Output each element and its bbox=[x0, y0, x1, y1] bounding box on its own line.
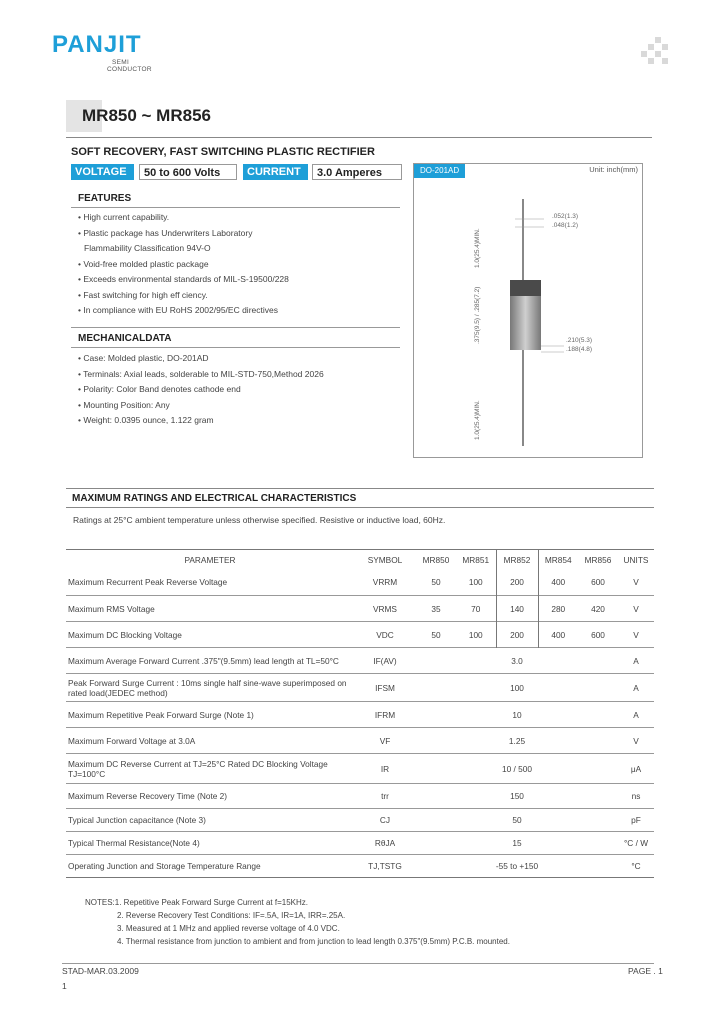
symbol-cell: VRMS bbox=[373, 603, 397, 614]
header-units: UNITS bbox=[623, 554, 649, 565]
value-cell-common: 50 bbox=[512, 815, 522, 825]
symbol-cell: IR bbox=[380, 763, 390, 774]
dim-lead-dia-min: .048(1.2) bbox=[552, 222, 579, 229]
symbol-cell: VF bbox=[379, 735, 391, 746]
value-cell: 600 bbox=[591, 577, 605, 588]
list-item: Flammability Classification 94V-O bbox=[84, 243, 211, 253]
unit-cell: A bbox=[633, 682, 639, 693]
value-cell: 50 bbox=[431, 629, 441, 640]
divider bbox=[62, 963, 654, 964]
brand-name-jit: JIT bbox=[103, 31, 142, 58]
value-cell: 100 bbox=[468, 629, 483, 640]
page-title: MR850 ~ MR856 bbox=[82, 106, 211, 125]
dim-lead-length-top: 1.0(25.4)MIN. bbox=[474, 228, 481, 268]
parameter-cell: Maximum Average Forward Current .375"(9.5mm) lead length at TL=50°C bbox=[68, 655, 339, 666]
unit-cell: V bbox=[633, 577, 639, 588]
table-row bbox=[66, 832, 654, 855]
divider bbox=[71, 207, 400, 208]
parameter-cell: Maximum DC Reverse Current at TJ=25°C Rated DC Blocking Voltage TJ=100°C bbox=[68, 758, 328, 779]
note-1: NOTES:1. Repetitive Peak Forward Surge Current at f=15KHz. bbox=[85, 898, 308, 907]
header-mr851: MR851 bbox=[462, 554, 490, 565]
parameter-cell: Maximum Forward Voltage at 3.0A bbox=[68, 735, 196, 746]
value-cell: 400 bbox=[551, 577, 566, 588]
divider bbox=[71, 327, 400, 328]
dim-body-dia-min: .188(4.8) bbox=[566, 346, 593, 353]
parameter-cell: Maximum Recurrent Peak Reverse Voltage bbox=[68, 577, 228, 588]
cathode-band bbox=[510, 280, 541, 296]
value-cell: 70 bbox=[471, 603, 481, 614]
list-item: • Void-free molded plastic package bbox=[78, 258, 209, 269]
symbol-cell: IFSM bbox=[375, 682, 395, 693]
parameter-cell: Maximum Repetitive Peak Forward Surge (Note 1) bbox=[68, 709, 254, 720]
header-parameter: PARAMETER bbox=[184, 554, 236, 565]
unit-cell: V bbox=[633, 735, 639, 746]
value-cell: 200 bbox=[496, 622, 538, 648]
unit-cell: °C / W bbox=[623, 838, 649, 848]
symbol-cell: VRRM bbox=[372, 577, 398, 588]
value-cell: 100 bbox=[468, 577, 483, 588]
value-cell-common: 1.25 bbox=[508, 735, 526, 746]
value-cell: 50 bbox=[431, 577, 441, 588]
header-mr856: MR856 bbox=[584, 554, 612, 565]
list-item: • Fast switching for high eff ciency. bbox=[78, 289, 208, 300]
header-mr854: MR854 bbox=[544, 554, 572, 565]
dim-lead-length-bottom: 1.0(25.4)MIN. bbox=[474, 400, 481, 440]
table-row bbox=[66, 754, 654, 784]
header-mr850: MR850 bbox=[422, 554, 450, 565]
list-item: • Weight: 0.0395 ounce, 1.122 gram bbox=[78, 415, 214, 425]
table-row bbox=[66, 674, 654, 702]
ratings-heading: MAXIMUM RATINGS AND ELECTRICAL CHARACTERISTICS bbox=[72, 493, 357, 504]
symbol-cell: trr bbox=[381, 791, 389, 801]
voltage-label: VOLTAGE bbox=[71, 164, 134, 180]
divider bbox=[66, 507, 654, 508]
list-item: • In compliance with EU RoHS 2002/95/EC directives bbox=[78, 305, 278, 315]
table-row bbox=[66, 784, 654, 809]
unit-cell: pF bbox=[631, 815, 641, 825]
mechanical-list bbox=[78, 351, 324, 429]
package-name: DO-201AD bbox=[414, 164, 465, 178]
symbol-cell: RθJA bbox=[374, 838, 396, 848]
divider bbox=[66, 488, 654, 489]
list-item: • Case: Molded plastic, DO-201AD bbox=[78, 353, 209, 363]
table-row bbox=[66, 702, 654, 728]
footer-doc-id: STAD-MAR.03.2009 bbox=[62, 966, 139, 976]
unit-cell: V bbox=[633, 603, 639, 614]
table-row bbox=[66, 622, 654, 648]
current-label: CURRENT bbox=[243, 164, 308, 180]
current-value: 3.0 Amperes bbox=[312, 164, 402, 180]
features-list bbox=[78, 210, 289, 319]
unit-cell: A bbox=[633, 655, 639, 666]
value-cell: 280 bbox=[551, 603, 566, 614]
list-item: • High current capability. bbox=[78, 212, 170, 222]
note-3: 3. Measured at 1 MHz and applied reverse voltage of 4.0 VDC. bbox=[117, 924, 340, 933]
table-row bbox=[66, 648, 654, 674]
voltage-value: 50 to 600 Volts bbox=[139, 164, 237, 180]
value-cell: 35 bbox=[431, 603, 441, 614]
value-cell: 400 bbox=[551, 629, 566, 640]
list-item: • Mounting Position: Any bbox=[78, 399, 170, 410]
unit-cell: °C bbox=[631, 861, 641, 871]
value-cell-common: -55 to +150 bbox=[495, 861, 539, 871]
symbol-cell: VDC bbox=[376, 629, 394, 640]
header-symbol: SYMBOL bbox=[367, 554, 403, 565]
divider bbox=[66, 137, 652, 138]
parameter-cell: Maximum DC Blocking Voltage bbox=[68, 629, 182, 640]
unit-cell: V bbox=[633, 629, 639, 640]
value-cell-common: 10 / 500 bbox=[502, 763, 532, 774]
value-cell-common: 15 bbox=[512, 838, 522, 848]
dim-body-length: .375(9.5) / .285(7.2) bbox=[474, 286, 481, 344]
parameter-cell: Typical Junction capacitance (Note 3) bbox=[68, 815, 206, 825]
mechanical-heading: MECHANICALDATA bbox=[78, 333, 172, 344]
value-cell-common: 100 bbox=[510, 682, 524, 693]
table-row bbox=[66, 809, 654, 832]
list-item: • Exceeds environmental standards of MIL-S-19500/228 bbox=[78, 274, 289, 284]
brand-logo bbox=[52, 31, 142, 59]
diode-drawing bbox=[414, 164, 642, 457]
value-cell-common: 10 bbox=[512, 709, 522, 720]
value-cell: 420 bbox=[591, 603, 605, 614]
note-2: 2. Reverse Recovery Test Conditions: IF=.5A, IR=1A, IRR=.25A. bbox=[117, 911, 346, 920]
parameter-cell: Maximum Reverse Recovery Time (Note 2) bbox=[68, 791, 228, 801]
symbol-cell: IF(AV) bbox=[373, 655, 397, 666]
package-outline-box bbox=[413, 163, 643, 458]
unit-cell: μA bbox=[630, 763, 642, 774]
brand-subtitle bbox=[107, 59, 152, 73]
value-cell: 200 bbox=[496, 570, 538, 596]
parameter-cell: Maximum RMS Voltage bbox=[68, 603, 155, 614]
value-cell-common: 150 bbox=[510, 791, 524, 801]
brand-sub-line2: CONDUCTOR bbox=[107, 66, 152, 73]
list-item: • Plastic package has Underwriters Laboratory bbox=[78, 227, 253, 238]
footer-page-number: 1 bbox=[62, 981, 67, 991]
ratings-condition: Ratings at 25°C ambient temperature unless otherwise specified. Resistive or inductive load, 60Hz. bbox=[73, 515, 446, 525]
parameter-cell: Peak Forward Surge Current : 10ms single half sine-wave superimposed on rated load(JEDEC method) bbox=[68, 677, 347, 698]
unit-cell: A bbox=[633, 709, 639, 720]
parameter-cell: Typical Thermal Resistance(Note 4) bbox=[68, 838, 200, 848]
table-row bbox=[66, 855, 654, 878]
product-subtitle: SOFT RECOVERY, FAST SWITCHING PLASTIC RECTIFIER bbox=[71, 146, 375, 158]
symbol-cell: CJ bbox=[379, 815, 391, 825]
table-row bbox=[66, 728, 654, 754]
symbol-cell: TJ,TSTG bbox=[368, 861, 402, 871]
value-cell: 140 bbox=[496, 596, 538, 622]
parameter-cell: Operating Junction and Storage Temperature Range bbox=[68, 861, 261, 871]
footer-page-label: PAGE . 1 bbox=[628, 966, 663, 976]
dim-body-dia-max: .210(5.3) bbox=[566, 337, 593, 344]
list-item: • Polarity: Color Band denotes cathode end bbox=[78, 384, 241, 394]
unit-cell: ns bbox=[631, 791, 641, 801]
package-unit: Unit: inch(mm) bbox=[589, 165, 638, 174]
header-mr852: MR852 bbox=[496, 550, 538, 570]
features-heading: FEATURES bbox=[78, 193, 132, 204]
value-cell: 600 bbox=[591, 629, 605, 640]
ratings-table bbox=[66, 549, 654, 878]
list-item: • Terminals: Axial leads, solderable to MIL-STD-750,Method 2026 bbox=[78, 368, 324, 379]
note-4: 4. Thermal resistance from junction to ambient and from junction to lead length 0.375"(9.5mm) P.C.B. mounted. bbox=[117, 937, 510, 946]
table-row bbox=[66, 596, 654, 622]
brand-name-pan: PAN bbox=[52, 31, 104, 58]
value-cell-common: 3.0 bbox=[511, 655, 523, 666]
dim-lead-dia-max: .052(1.3) bbox=[552, 213, 579, 220]
divider bbox=[71, 347, 400, 348]
table-header-row bbox=[66, 550, 654, 570]
brand-sub-line1: SEMI bbox=[112, 59, 130, 66]
symbol-cell: IFRM bbox=[374, 709, 396, 720]
table-row bbox=[66, 570, 654, 596]
